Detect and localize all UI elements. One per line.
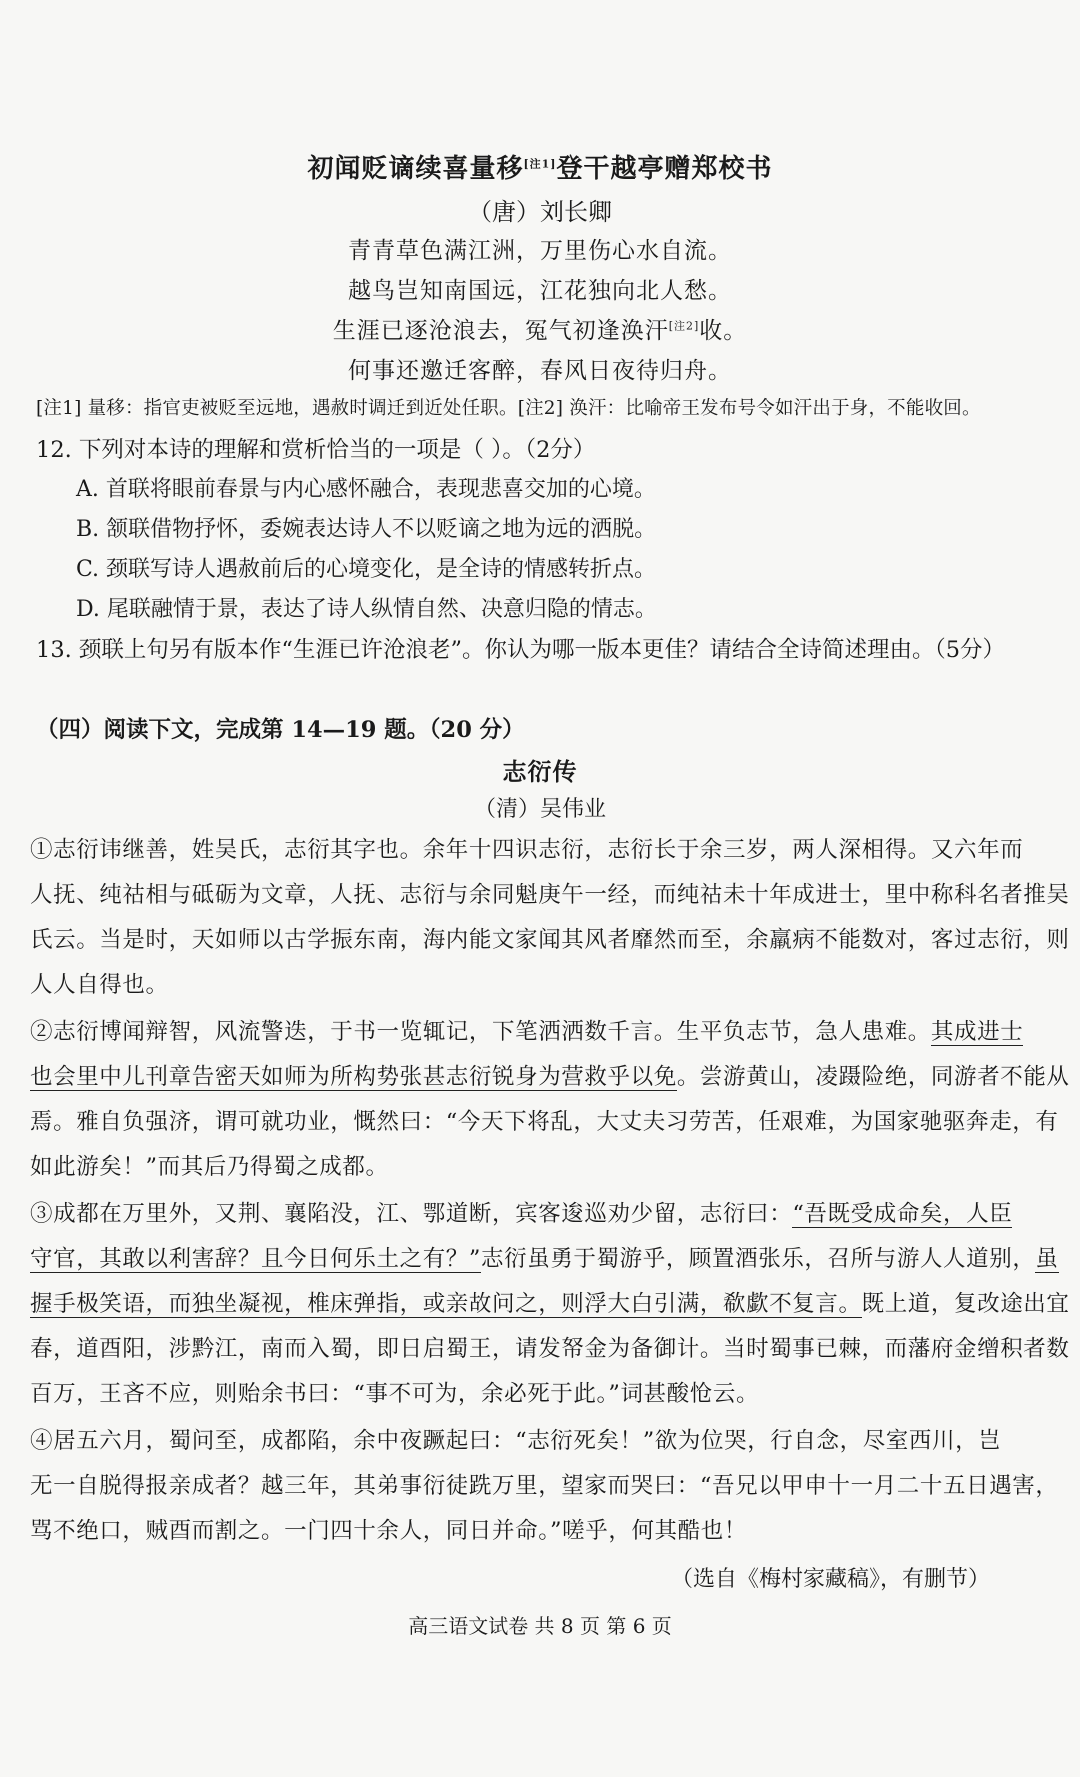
- paragraph-2-line-1: [30, 1014, 1023, 1046]
- poem-line-4: 何事还邀迁客醉，春风日夜待归舟。: [348, 358, 732, 384]
- question-12-option-c: C. 颈联写诗人遇赦前后的心境变化，是全诗的情感转折点。: [76, 557, 657, 582]
- paragraph-4-line-2: 无一自脱得报亲成者？越三年，其弟事衍徒跣万里，望家而哭曰：“吾兄以甲申十一月二十五日遇害，: [30, 1473, 1059, 1499]
- section-4-header: （四）阅读下文，完成第 14—19 题。（20 分）: [36, 717, 525, 743]
- underlined-sentence-3-end: 握手极笑语，而独坐凝视，椎床弹指，或亲故问之，则浮大白引满，欷歔不复言。: [30, 1291, 862, 1317]
- paragraph-1-line-4: 人人自得也。: [30, 972, 169, 998]
- question-12-option-a: A. 首联将眼前春景与内心感怀融合，表现悲喜交加的心境。: [76, 477, 656, 502]
- paragraph-3-line-4: 春，道酉阳，涉黔江，南而入蜀，即日启蜀王，请发帑金为备御计。当时蜀事已棘，而藩府金缯积者数: [30, 1336, 1070, 1362]
- question-13: 13. 颈联上句另有版本作“生涯已许沧浪老”。你认为哪一版本更佳？请结合全诗简述理由。（5分）: [36, 637, 1006, 663]
- paragraph-3-line-5: 百万，王吝不应，则贻余书曰：“事不可为，余必死于此。”词甚酸怆云。: [30, 1381, 760, 1407]
- underlined-sentence-2-end: 守官，其敢以利害辞？且今日何乐土之有？”: [30, 1246, 482, 1272]
- paragraph-3-line-3: [30, 1286, 1070, 1318]
- paragraph-3-line-2-text: 志衍虽勇于蜀游乎，顾置酒张乐，召所与游人人道别，: [481, 1246, 1036, 1272]
- poem-notes: [注1] 量移：指官吏被贬至远地，遇赦时调迁到近处任职。[注2] 涣汗：比喻帝王发布号令如汗出于身，不能收回。: [36, 398, 981, 419]
- essay-source: （选自《梅村家藏稿》，有删节）: [670, 1567, 990, 1592]
- poem-title: [0, 148, 1080, 185]
- paragraph-3-line-1: [30, 1196, 1012, 1228]
- paragraph-1-line-1: ①志衍讳继善，姓吴氏，志衍其字也。余年十四识志衍，志衍长于余三岁，两人深相得。又六年而: [30, 837, 1024, 863]
- poem-title-part2: 登干越亭赠郑校书: [556, 154, 773, 184]
- paragraph-2-line-3: 焉。雅自负强济，谓可就功业，慨然曰：“今天下将乱，大丈夫习劳苦，任艰难，为国家驰驱奔走，有: [30, 1109, 1059, 1135]
- poem-author: （唐）刘长卿: [468, 198, 612, 226]
- poem-line-3-part1: 生涯已逐沧浪去，冤气初逢涣汗: [332, 318, 669, 344]
- paragraph-2-line-4: 如此游矣！”而其后乃得蜀之成都。: [30, 1154, 389, 1180]
- poem-title-part1: 初闻贬谪续喜量移: [307, 154, 524, 184]
- essay-author: （清）吴伟业: [473, 797, 606, 822]
- poem-line-1: 青青草色满江洲，万里伤心水自流。: [348, 238, 732, 264]
- question-12-option-b: B. 颔联借物抒怀，委婉表达诗人不以贬谪之地为远的洒脱。: [76, 517, 657, 542]
- underlined-sentence-1-start: 其成进士: [930, 1019, 1024, 1045]
- paragraph-3-line-2: [30, 1241, 1059, 1273]
- poem-line-3-note: [注2]: [668, 319, 700, 333]
- underlined-sentence-2-start: “吾既受成命矣，人臣: [792, 1201, 1013, 1227]
- underlined-sentence-1-end: 也会里中儿刊章告密天如师为所构势张甚志衍锐身为营救乎以免: [30, 1064, 677, 1090]
- paragraph-3-line-1-text: ③成都在万里外，又荆、襄陷没，江、鄂道断，宾客逡巡劝少留，志衍曰：: [30, 1201, 793, 1227]
- poem-line-2: 越鸟岂知南国远，江花独向北人愁。: [348, 278, 732, 304]
- paragraph-3-line-3-text: 既上道，复改途出宜: [861, 1291, 1070, 1317]
- paragraph-2-line-2: [30, 1059, 1070, 1091]
- question-12-stem: 12. 下列对本诗的理解和赏析恰当的一项是（ ）。（2分）: [36, 437, 596, 463]
- paragraph-1-line-2: 人抚、纯祜相与砥砺为文章，人抚、志衍与余同魁庚午一经，而纯祜未十年成进士，里中称科名者推吴: [30, 882, 1070, 908]
- poem-title-note: [注1]: [523, 157, 557, 171]
- paragraph-4-line-1: ④居五六月，蜀问至，成都陷，余中夜蹶起曰：“志衍死矣！”欲为位哭，行自念，尽室西川，岂: [30, 1428, 1002, 1454]
- question-12-option-d: D. 尾联融情于景，表达了诗人纵情自然、决意归隐的情志。: [76, 597, 657, 622]
- essay-title: 志衍传: [502, 757, 578, 786]
- paragraph-1-line-3: 氏云。当是时，天如师以古学振东南，海内能文家闻其风者靡然而至，余羸病不能数对，客过志衍，则: [30, 927, 1070, 953]
- underlined-sentence-3-start: 虽: [1035, 1246, 1059, 1272]
- poem-line-3: [0, 312, 1080, 345]
- page-footer: 高三语文试卷 共 8 页 第 6 页: [408, 1614, 672, 1638]
- paragraph-2-line-1-text: ②志衍博闻辩智，风流警迭，于书一览辄记，下笔洒洒数千言。生平负志节，急人患难。: [30, 1019, 931, 1045]
- poem-line-3-part2: 收。: [699, 318, 748, 344]
- paragraph-2-line-2-text: 。尝游黄山，凌蹑险绝，同游者不能从: [676, 1064, 1070, 1090]
- paragraph-4-line-3: 骂不绝口，贼酉而割之。一门四十余人，同日并命。”嗟乎，何其酷也！: [30, 1518, 747, 1544]
